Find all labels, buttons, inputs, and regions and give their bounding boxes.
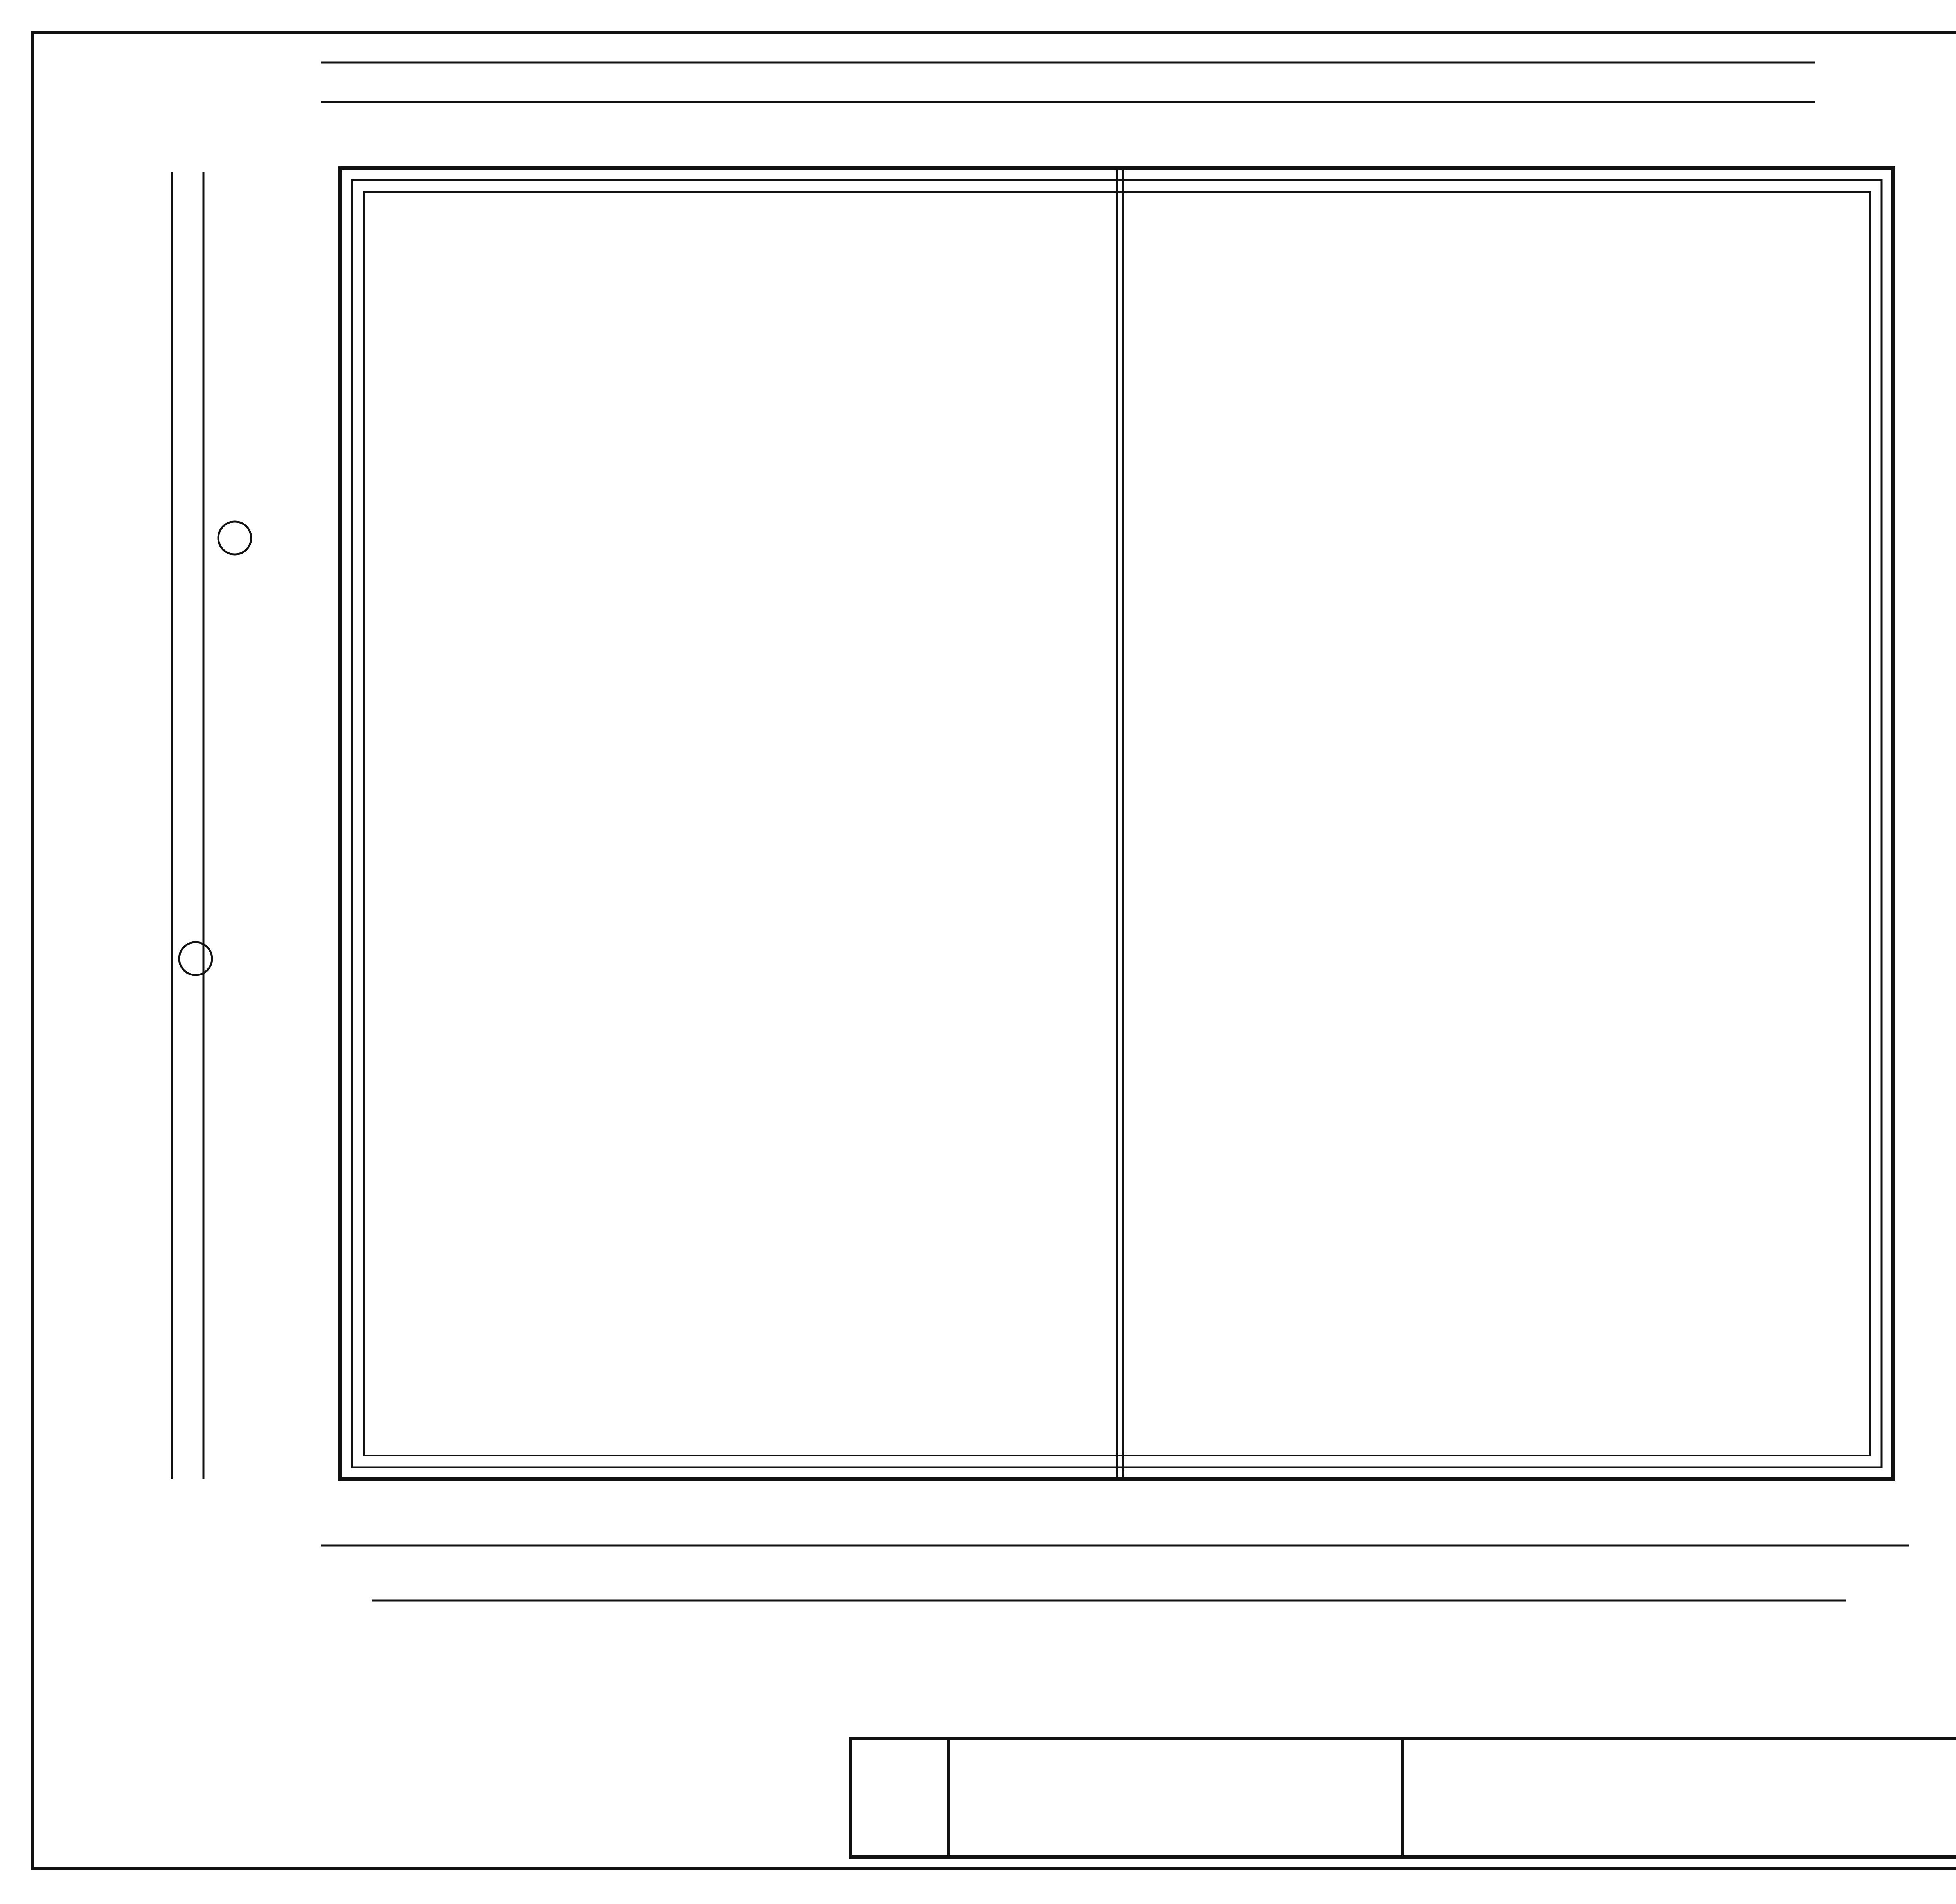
stamp-sheet-name [1404,1740,1956,1859]
stamp-object [950,1740,1404,1859]
stamp-year [852,1740,950,1859]
title-block [849,1737,1956,1859]
position-marker-39b [179,942,212,975]
position-marker-39 [218,522,251,554]
